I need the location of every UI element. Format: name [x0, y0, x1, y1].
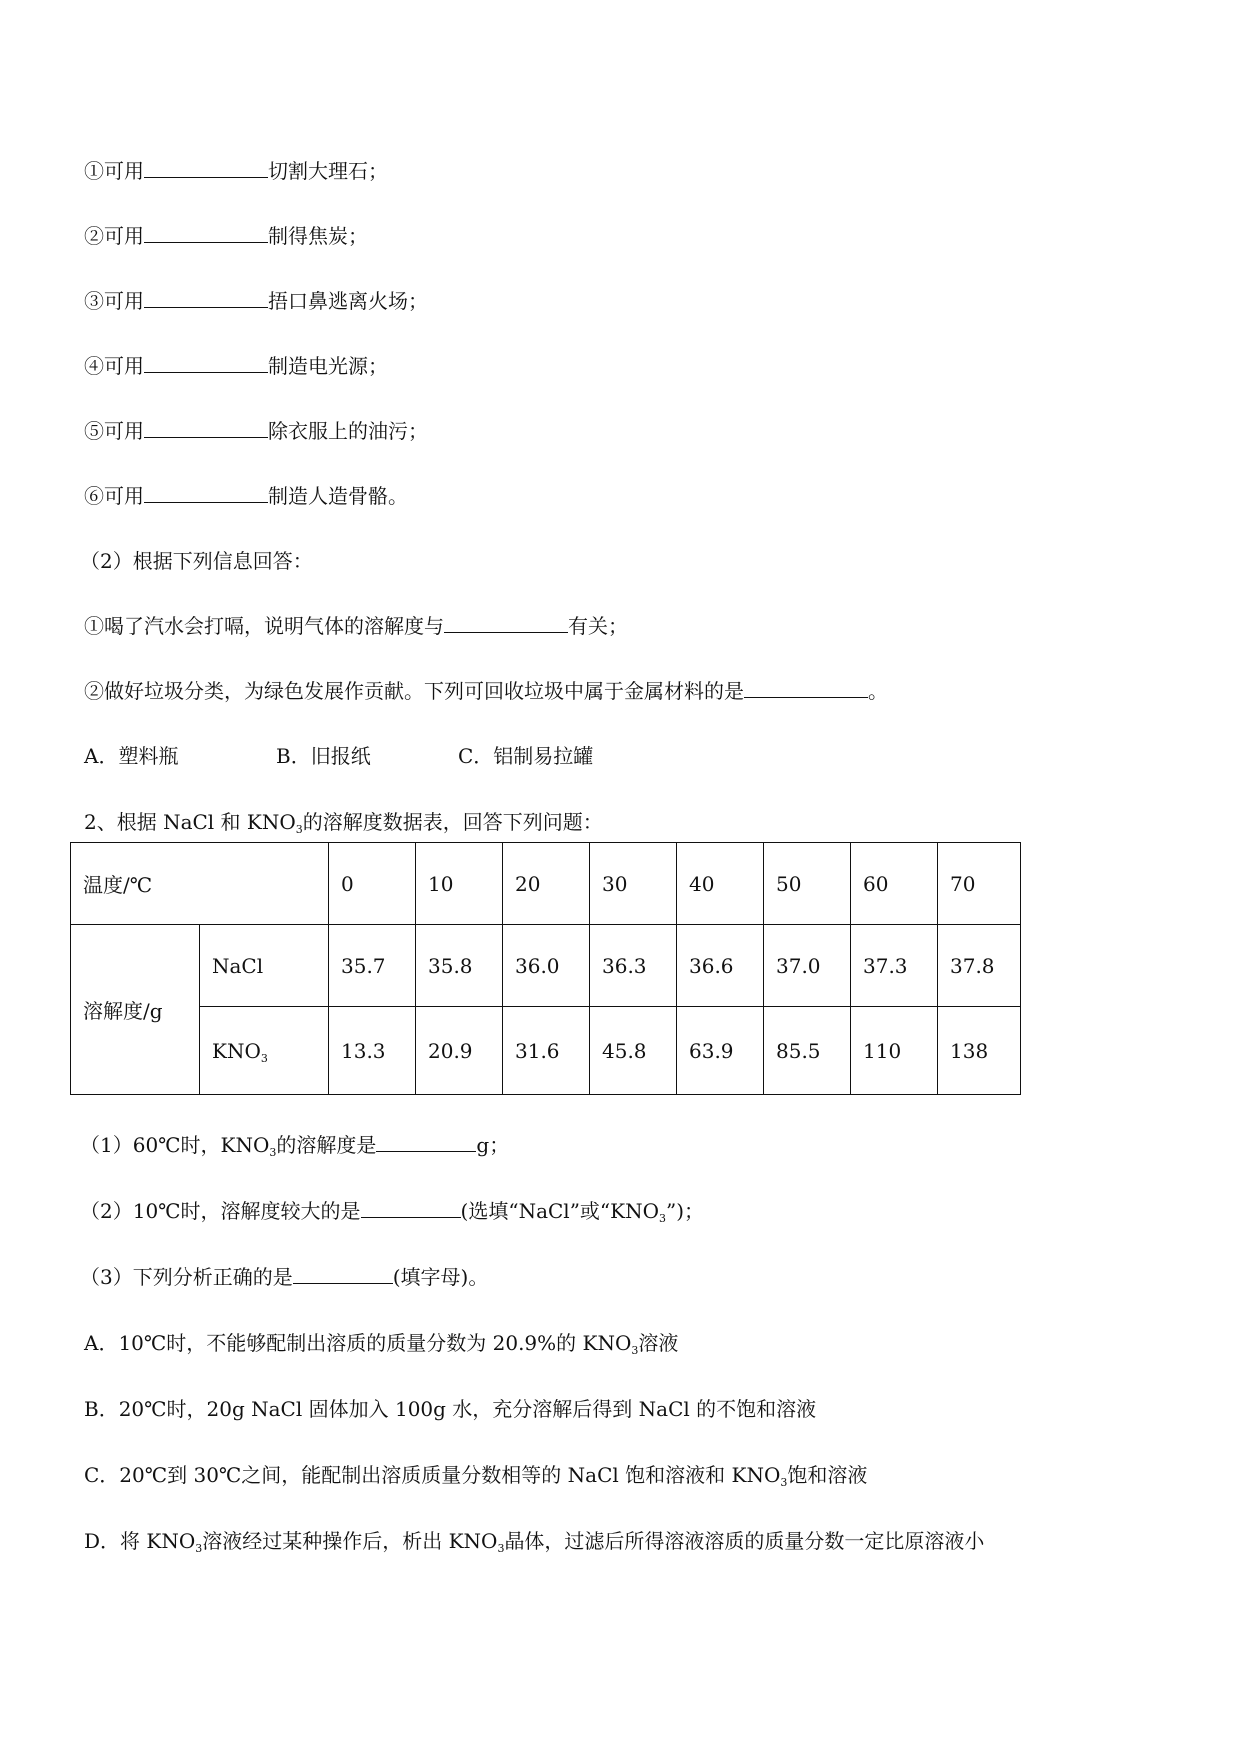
subscript: 3: [658, 1212, 666, 1225]
answer-blank[interactable]: [144, 159, 268, 178]
kno3-cell: 110: [851, 1007, 938, 1095]
question-2-intro: [84, 808, 603, 836]
question-line-3: [84, 287, 428, 315]
nacl-cell: 37.3: [851, 925, 938, 1007]
question-suffix: 。: [868, 679, 888, 703]
answer-blank[interactable]: [144, 224, 268, 243]
line-suffix: 除衣服上的油污；: [268, 419, 428, 443]
sub-question-2: [80, 1197, 704, 1225]
question-text: （1）60℃时，KNO: [80, 1133, 270, 1157]
kno3-cell: 63.9: [677, 1007, 764, 1095]
part2-question-2: [84, 677, 888, 705]
line-suffix: 捂口鼻逃离火场；: [268, 289, 428, 313]
line-prefix: ④可用: [84, 354, 144, 378]
question-text: 的溶解度是: [276, 1133, 377, 1157]
nacl-cell: 36.6: [677, 925, 764, 1007]
option-text-mid: 溶液经过某种操作后，析出 KNO: [202, 1529, 498, 1553]
option-b: B．20℃时，20g NaCl 固体加入 100g 水，充分溶解后得到 NaCl 的不饱和溶液: [84, 1397, 817, 1421]
question-text: ②做好垃圾分类，为绿色发展作贡献。下列可回收垃圾中属于金属材料的是: [84, 679, 744, 703]
solubility-table: [70, 842, 1021, 1095]
answer-blank[interactable]: [144, 484, 268, 503]
table-row: [71, 843, 1021, 925]
intro-text: 2、根据 NaCl 和 KNO: [84, 810, 296, 834]
nacl-cell: 37.8: [938, 925, 1021, 1007]
line-suffix: 切割大理石；: [268, 159, 388, 183]
temp-cell: 60: [851, 843, 938, 925]
kno3-cell: 31.6: [503, 1007, 590, 1095]
answer-blank[interactable]: [144, 419, 268, 438]
question-suffix: g；: [476, 1133, 510, 1157]
solubility-header: 溶解度/g: [71, 925, 200, 1095]
option-d: [84, 1527, 984, 1555]
kno3-label: [200, 1007, 329, 1095]
answer-blank[interactable]: [744, 679, 868, 698]
kno3-cell: 13.3: [329, 1007, 416, 1095]
nacl-cell: 35.8: [416, 925, 503, 1007]
subscript: 3: [780, 1476, 788, 1489]
nacl-cell: 36.0: [503, 925, 590, 1007]
nacl-cell: 36.3: [590, 925, 677, 1007]
line-suffix: 制得焦炭；: [268, 224, 368, 248]
question-hint: (选填“NaCl”或“KNO: [460, 1199, 659, 1223]
subscript: 3: [631, 1344, 639, 1357]
question-hint: (填字母)。: [392, 1265, 489, 1289]
option-c: [84, 1461, 867, 1489]
question-line-4: [84, 352, 388, 380]
sub-question-3: [80, 1263, 488, 1291]
temp-cell: 70: [938, 843, 1021, 925]
option-a: [84, 1329, 678, 1357]
option-text: D．将 KNO: [84, 1529, 196, 1553]
line-prefix: ⑤可用: [84, 419, 144, 443]
kno3-text: KNO: [212, 1038, 261, 1063]
question-suffix: 有关；: [568, 614, 628, 638]
part2-heading: （2）根据下列信息回答：: [80, 549, 313, 573]
nacl-cell: 35.7: [329, 925, 416, 1007]
temp-cell: 50: [764, 843, 851, 925]
subscript: 3: [260, 1051, 268, 1065]
temp-cell: 40: [677, 843, 764, 925]
part2-question-1: [84, 612, 628, 640]
option-a: A．塑料瓶: [84, 744, 179, 768]
answer-blank[interactable]: [444, 614, 568, 633]
sub-question-1: [80, 1131, 509, 1159]
temp-cell: 30: [590, 843, 677, 925]
answer-blank[interactable]: [144, 289, 268, 308]
question-line-2: [84, 222, 368, 250]
part2-options: [84, 742, 593, 770]
question-line-6: [84, 482, 408, 510]
option-text-end: 溶液: [638, 1331, 679, 1355]
temp-header: 温度/℃: [71, 843, 329, 925]
line-prefix: ⑥可用: [84, 484, 144, 508]
table-row: [71, 925, 1021, 1007]
intro-text-end: 的溶解度数据表，回答下列问题：: [302, 810, 603, 834]
answer-blank[interactable]: [293, 1265, 393, 1284]
line-suffix: 制造电光源；: [268, 354, 388, 378]
answer-blank[interactable]: [361, 1199, 461, 1218]
line-prefix: ②可用: [84, 224, 144, 248]
answer-blank[interactable]: [376, 1133, 476, 1152]
answer-blank[interactable]: [144, 354, 268, 373]
table-row: [71, 1007, 1021, 1095]
question-line-1: [84, 157, 388, 185]
kno3-cell: 45.8: [590, 1007, 677, 1095]
subscript: 3: [195, 1542, 203, 1555]
option-b: B．旧报纸: [276, 744, 371, 768]
nacl-cell: 37.0: [764, 925, 851, 1007]
question-line-5: [84, 417, 428, 445]
option-text-end: 晶体，过滤后所得溶液溶质的质量分数一定比原溶液小: [504, 1529, 985, 1553]
subscript: 3: [295, 823, 303, 836]
option-c: C．铝制易拉罐: [458, 744, 594, 768]
question-text: （3）下列分析正确的是: [80, 1265, 293, 1289]
option-text-end: 饱和溶液: [787, 1463, 868, 1487]
temp-cell: 0: [329, 843, 416, 925]
nacl-label: NaCl: [200, 925, 329, 1007]
question-suffix: ”)；: [665, 1199, 705, 1223]
subscript: 3: [497, 1542, 505, 1555]
option-text: C．20℃到 30℃之间，能配制出溶质质量分数相等的 NaCl 饱和溶液和 KNO: [84, 1463, 781, 1487]
temp-cell: 10: [416, 843, 503, 925]
line-prefix: ③可用: [84, 289, 144, 313]
question-text: ①喝了汽水会打嗝，说明气体的溶解度与: [84, 614, 444, 638]
line-prefix: ①可用: [84, 159, 144, 183]
line-suffix: 制造人造骨骼。: [268, 484, 408, 508]
temp-cell: 20: [503, 843, 590, 925]
option-text: A．10℃时，不能够配制出溶质的质量分数为 20.9%的 KNO: [84, 1331, 632, 1355]
kno3-cell: 138: [938, 1007, 1021, 1095]
kno3-cell: 20.9: [416, 1007, 503, 1095]
kno3-cell: 85.5: [764, 1007, 851, 1095]
question-text: （2）10℃时，溶解度较大的是: [80, 1199, 361, 1223]
subscript: 3: [269, 1146, 277, 1159]
